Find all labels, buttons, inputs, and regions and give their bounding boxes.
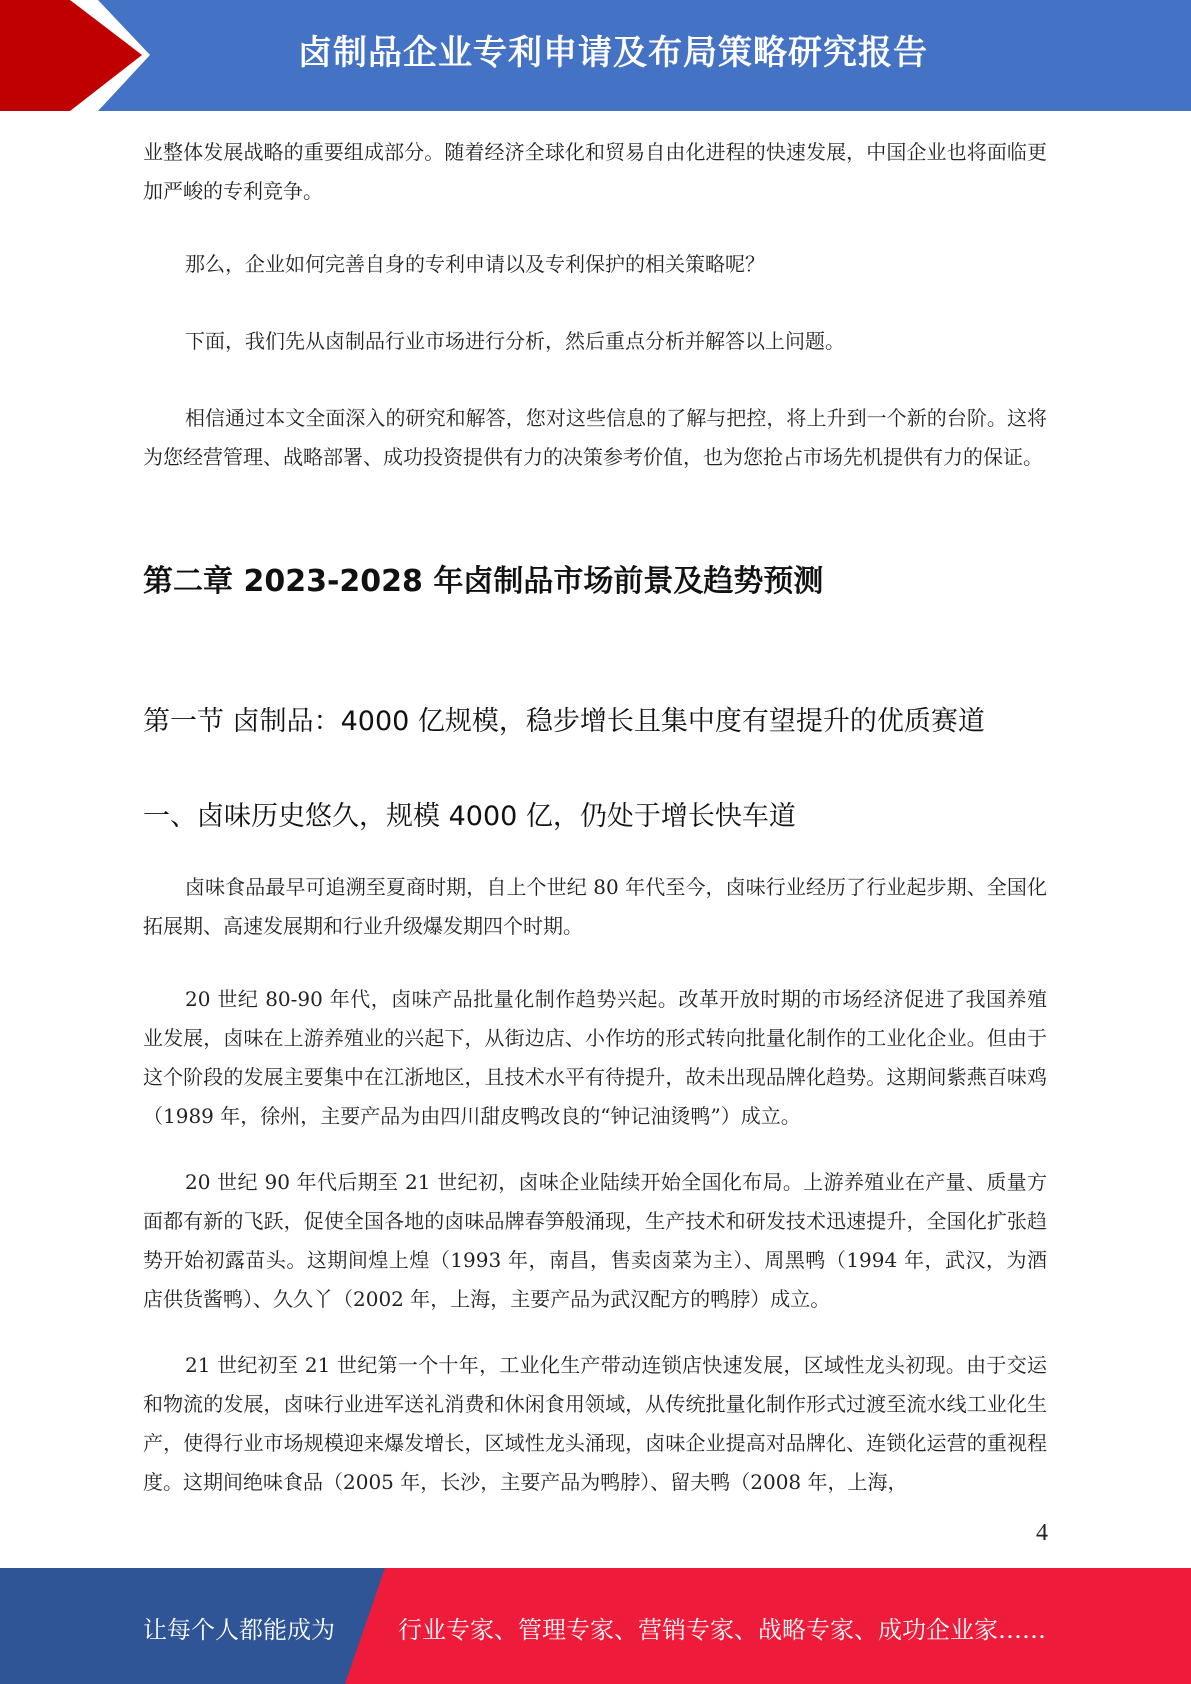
chapter-heading: 第二章 2023-2028 年卤制品市场前景及趋势预测 <box>143 564 824 599</box>
paragraph-1980s: 20 世纪 80-90 年代，卤味产品批量化制作趋势兴起。改革开放时期的市场经济促进了我国养殖业发展，卤味在上游养殖业的兴起下，从街边店、小作坊的形式转向批量化制作的工业化企业。但由于这个阶段的发展主要集中在江浙地区，且技术水平有待提升，故未出现品牌化趋势。这期间紫燕百味鸡（1989 年，徐州，主要产品为由四川甜皮鸭改良的“钟记油烫鸭”）成立。 <box>143 987 1047 1128</box>
paragraph-2000s: 21 世纪初至 21 世纪第一个十年，工业化生产带动连锁店快速发展，区域性龙头初现。由于交运和物流的发展，卤味行业进军送礼消费和休闲食用领域，从传统批量化制作形式过渡至流水线工业化生产，使得行业市场规模迎来爆发增长，区域性龙头涌现，卤味企业提高对品牌化、连锁化运营的重视程度。这期间绝味食品（2005 年，长沙，主要产品为鸭脖）、留夫鸭（2008 年，上海， <box>143 1353 1047 1494</box>
page-header <box>0 0 1191 111</box>
paragraph-value: 相信通过本文全面深入的研究和解答，您对这些信息的了解与把控，将上升到一个新的台阶。这将为您经营管理、战略部署、成功投资提供有力的决策参考价值，也为您抢占市场先机提供有力的保证。 <box>143 406 1047 469</box>
report-title: 卤制品企业专利申请及布局策略研究报告 <box>298 33 928 73</box>
paragraph-outline: 下面，我们先从卤制品行业市场进行分析，然后重点分析并解答以上问题。 <box>185 329 845 353</box>
footer-slogan-right: 行业专家、管理专家、营销专家、战略专家、成功企业家…… <box>398 1616 1046 1644</box>
paragraph-1990s: 20 世纪 90 年代后期至 21 世纪初，卤味企业陆续开始全国化布局。上游养殖业在产量、质量方面都有新的飞跃，促使全国各地的卤味品牌春笋般涌现，生产技术和研发技术迅速提升，全国化扩张趋势开始初露苗头。这期间煌上煌（1993 年，南昌，售卖卤菜为主）、周黑鸭（1994 年，武汉，为酒店供货酱鸭）、久久丫（2002 年，上海，主要产品为武汉配方的鸭脖）成立。 <box>143 1170 1047 1311</box>
paragraph-intro-continued: 业整体发展战略的重要组成部分。随着经济全球化和贸易自由化进程的快速发展，中国企业也将面临更加严峻的专利竞争。 <box>143 140 1047 203</box>
page-footer <box>0 1568 1191 1684</box>
page-number: 4 <box>1036 1520 1048 1546</box>
section-heading: 第一节 卤制品：4000 亿规模，稳步增长且集中度有望提升的优质赛道 <box>143 706 985 737</box>
footer-slogan-left: 让每个人都能成为 <box>143 1616 335 1644</box>
subsection-heading: 一、卤味历史悠久，规模 4000 亿，仍处于增长快车道 <box>143 801 796 832</box>
paragraph-history: 卤味食品最早可追溯至夏商时期，自上个世纪 80 年代至今，卤味行业经历了行业起步期、全国化拓展期、高速发展期和行业升级爆发期四个时期。 <box>143 875 1047 938</box>
paragraph-question: 那么，企业如何完善自身的专利申请以及专利保护的相关策略呢？ <box>185 252 765 276</box>
